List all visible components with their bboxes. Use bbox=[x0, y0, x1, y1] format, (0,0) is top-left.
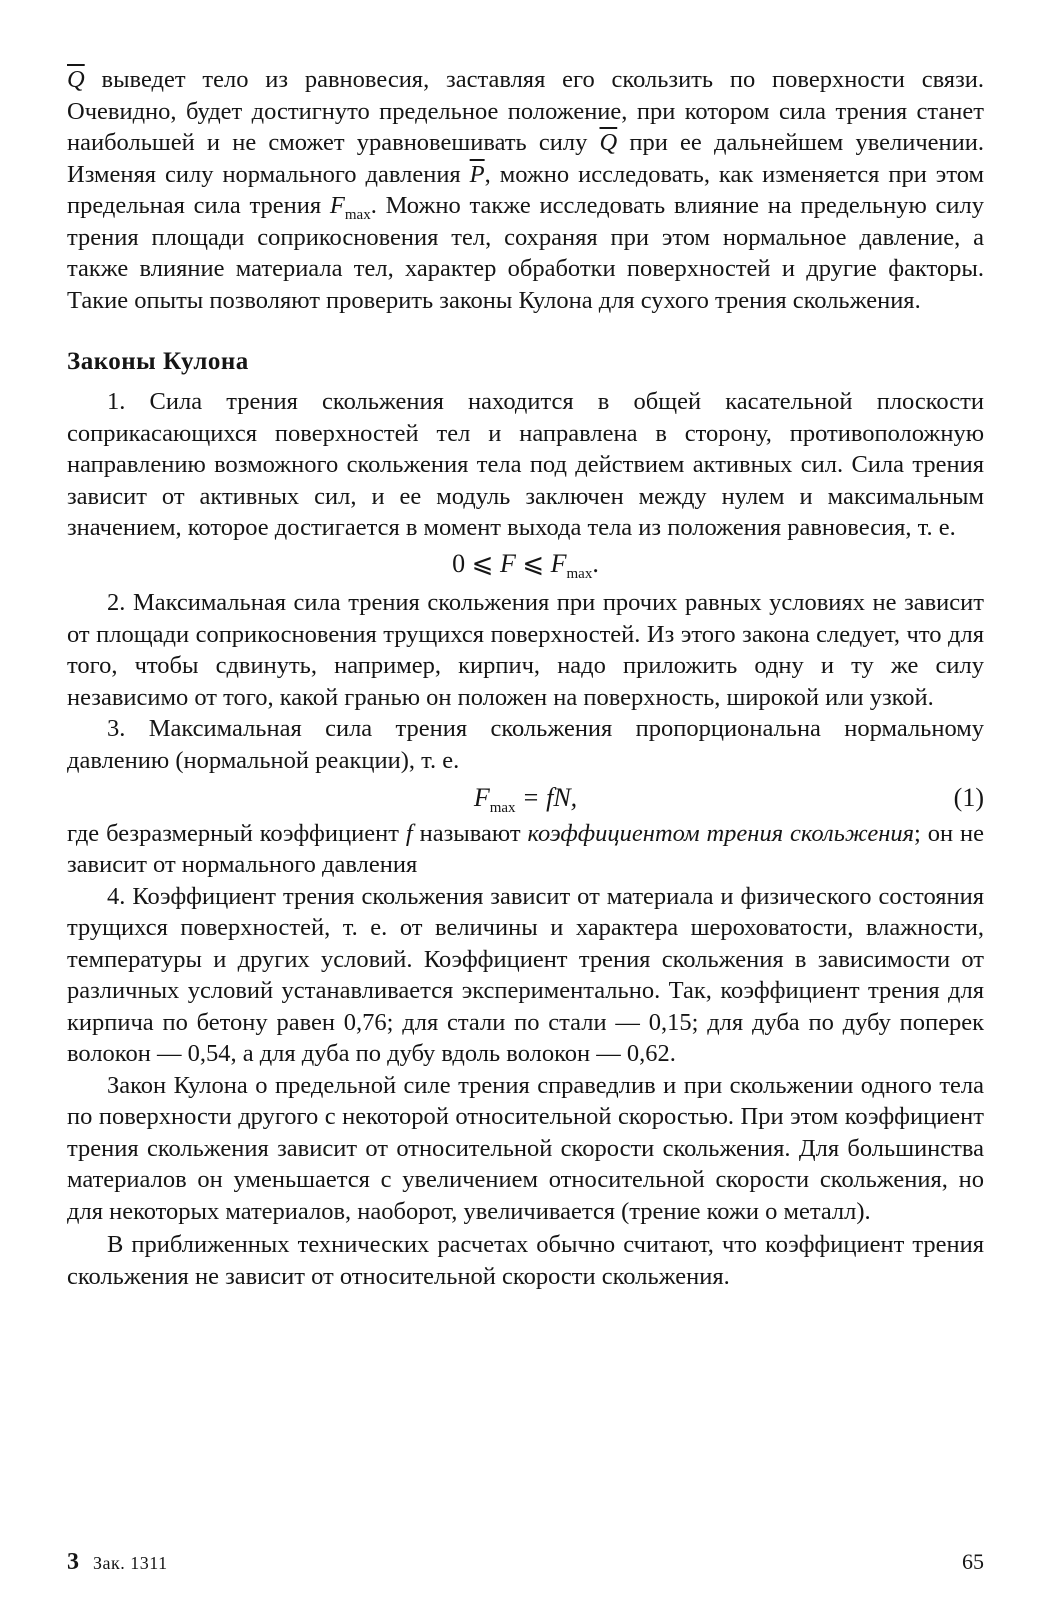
definition-paragraph: где безразмерный коэффициент f называют коэффициентом трения скольжения; он не зависит от нормального давления bbox=[67, 819, 985, 878]
section-heading: Законы Кулона bbox=[67, 348, 249, 375]
intro-paragraph: $\overline{Q}$ выведет тело из равновесия, заставляя его скользить по поверхности связи. Очевидно, будет достигнуто предельное положение, при котором сила трения станет наибольшей и не сможет уравновешивать силу $\overline{Q}$ при ее дальнейшем увеличении. Изменяя силу нормального давления $\overline{P}$, можно исследовать, как изменяется при этом предельная сила трения $F_{max}$. Можно также исследовать влияние на предельную силу трения площади соприкосновения тел, сохраняя при этом нормальное давление, а также влияние материала тел, характер обработки поверхностей и другие факторы. Такие опыты позволяют проверить законы Кулона для сухого трения скольжения. bbox=[67, 66, 984, 314]
defined-term: коэффициентом трения скольжения bbox=[527, 819, 915, 847]
page-content bbox=[67, 64, 984, 1292]
vector-q-2: $\overline{Q}$ bbox=[599, 129, 618, 156]
formula-friction-law: $F_{max}$ = fN, (1) bbox=[473, 783, 984, 817]
coulomb-velocity-paragraph: Закон Кулона о предельной силе трения справедлив и при скольжении одного тела по поверхности другого с некоторой относительной скоростью. При этом коэффициент трения скольжения зависит от относительной скорости скольжения. Для большинства материалов он уменьшается с увеличением относительной скорости скольжения, но для некоторых материалов, наоборот, увеличивается (трение кожи о металл). bbox=[67, 1071, 984, 1225]
law-2-paragraph: 2. Максимальная сила трения скольжения при прочих равных условиях не зависит от площади соприкосновения трущихся поверхностей. Из этого закона следует, что для того, чтобы сдвинуть, например, кирпич, надо приложить одну и ту же силу независимо от того, какой гранью он положен на поверхность, широкой или узкой. bbox=[67, 589, 984, 711]
symbol-f-max: $F_{max}$ bbox=[329, 192, 371, 223]
law-3-paragraph: 3. Максимальная сила трения скольжения пропорциональна нормальному давлению (нормальной реакции), т. е. bbox=[67, 715, 984, 774]
equation-number: (1) bbox=[953, 783, 984, 812]
page-number: 65 bbox=[962, 1549, 984, 1574]
vector-p: $\overline{P}$ bbox=[469, 160, 485, 188]
law-1-paragraph: 1. Сила трения скольжения находится в общей касательной плоскости соприкасающихся поверхностей тел и направлена в сторону, противоположную направлению возможного скольжения тела под действием активных сил. Сила трения зависит от активных сил, и ее модуль заключен между нулем и максимальным значением, которое достигается в момент выхода тела из положения равновесия, т. е. bbox=[67, 388, 984, 541]
approximation-paragraph: В приближенных технических расчетах обычно считают, что коэффициент трения скольжения не зависит от относительной скорости скольжения. bbox=[67, 1231, 984, 1290]
law-4-paragraph: 4. Коэффициент трения скольжения зависит от материала и физического состояния трущихся поверхностей, т. е. от величины и характера шероховатости, влажности, температуры и других условий. Коэффициент трения скольжения в зависимости от различных условий устанавливается экспериментально. Так, коэффициент трения для кирпича по бетону равен 0,76; для стали по стали — 0,15; для дуба по дубу поперек волокон — 0,54, а для дуба по дубу вдоль волокон — 0,62. bbox=[67, 882, 984, 1067]
formula-inequality: 0 ⩽ F ⩽ $F_{max}$. bbox=[452, 548, 599, 582]
vector-q: $\overline{Q}$ bbox=[67, 66, 85, 93]
printer-signature: 3 Зак. 1311 bbox=[67, 1549, 168, 1575]
